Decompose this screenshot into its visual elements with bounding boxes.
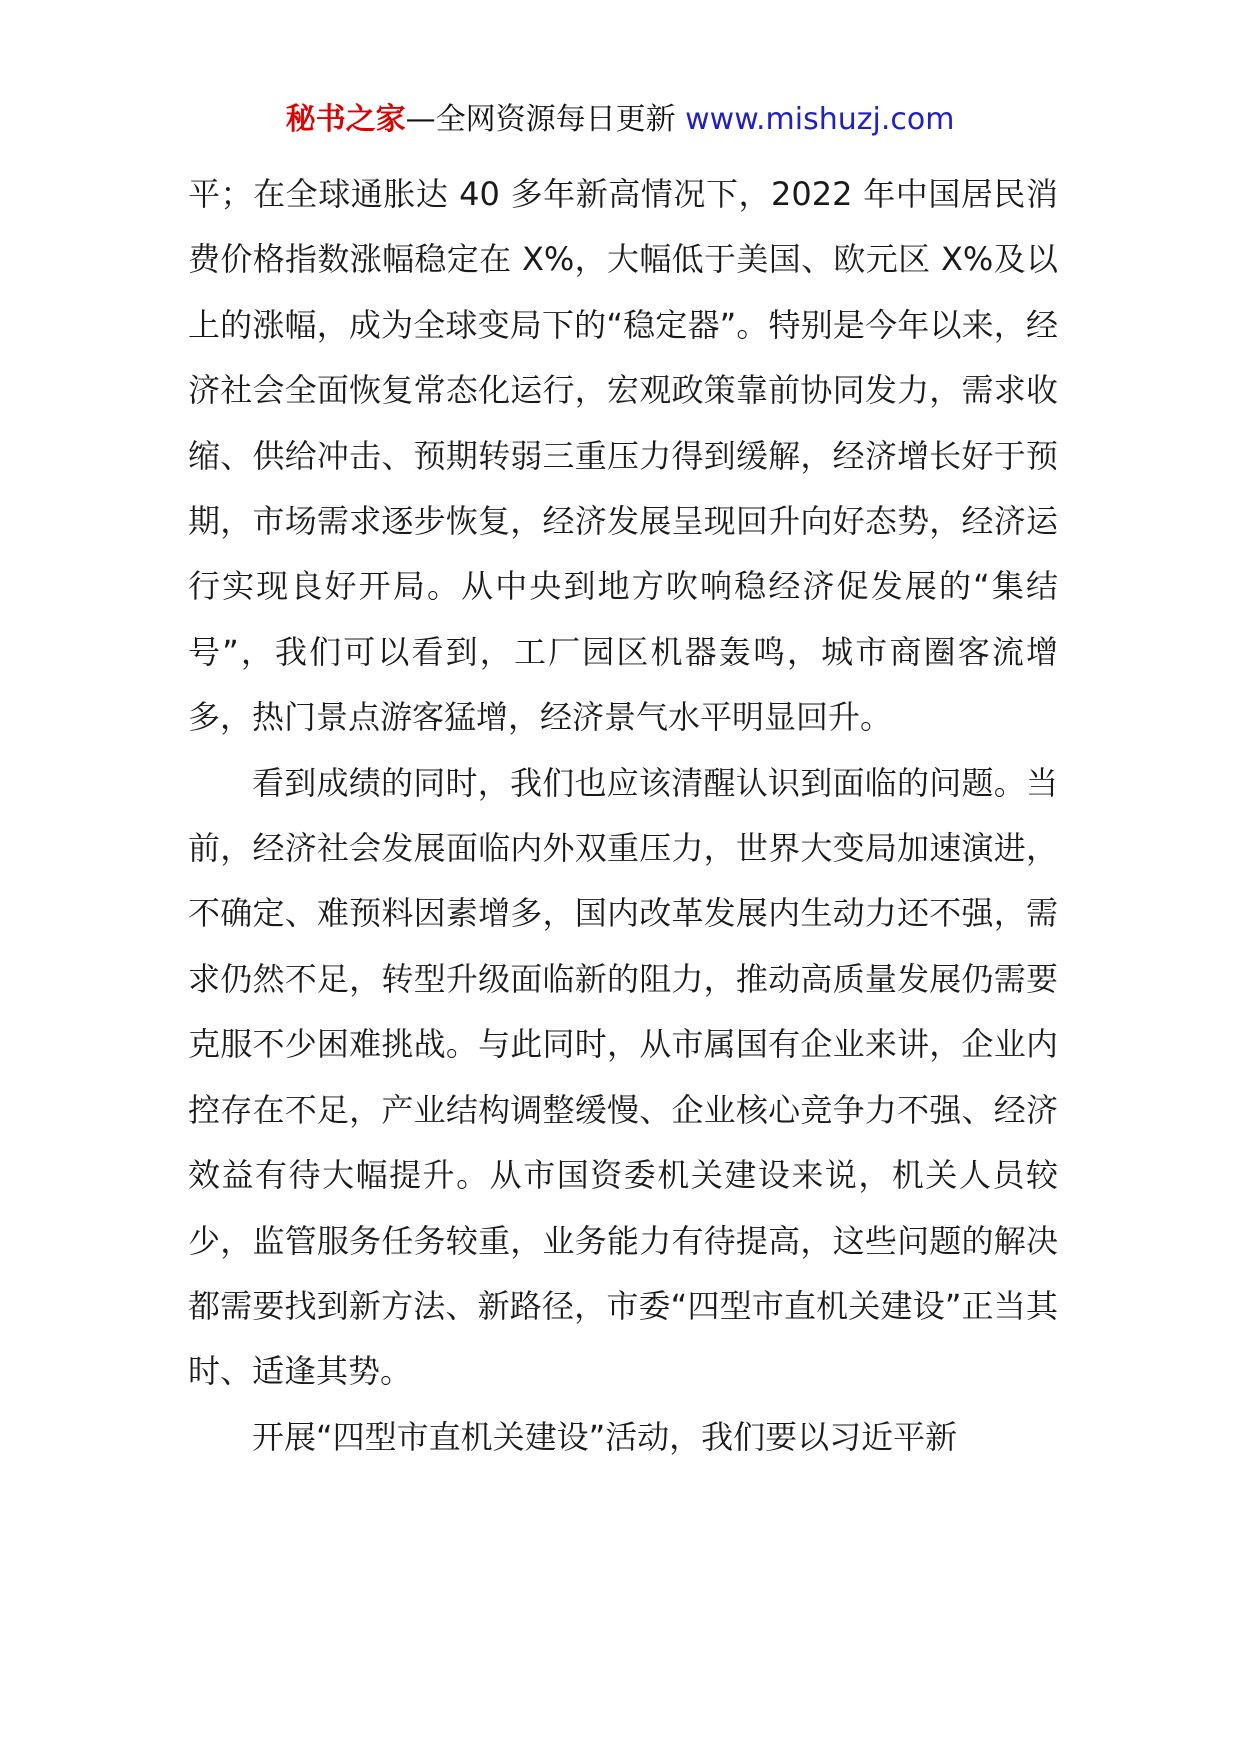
paragraph-activity: 开展“四型市直机关建设”活动，我们要以习近平新 <box>252 1417 958 1456</box>
paragraph-continued: 平；在全球通胀达 40 多年新高情况下，2022 年中国居民消费价格指数涨幅稳定在 X%，大幅低于美国、欧元区 X%及以上的涨幅，成为全球变局下的“稳定器”。特别是今年以来，经济社会全面恢复常态化运行，宏观政策靠前协同发力，需求收缩、供给冲击、预期转弱三重压力得到缓解，经济增长好于预期，市场需求逐步恢复，经济发展呈现回升向好态势，经济运行实现良好开局。从中央到地方吹响稳经济促发展的“集结号”，我们可以看到，工厂园区机器轰鸣，城市商圈客流增多，热门景点游客猛增，经济景气水平明显回升。 <box>188 175 1058 737</box>
header-tagline: —全网资源每日更新 <box>405 102 676 137</box>
brand-name: 秘书之家 <box>285 102 406 137</box>
site-url-link[interactable]: www.mishuzj.com <box>685 102 955 137</box>
site-header <box>0 98 1240 142</box>
document-body <box>188 162 1058 1470</box>
paragraph-problems: 看到成绩的同时，我们也应该清醒认识到面临的问题。当前，经济社会发展面临内外双重压力，世界大变局加速演进，不确定、难预料因素增多，国内改革发展内生动力还不强，需求仍然不足，转型升级面临新的阻力，推动高质量发展仍需要克服不少困难挑战。与此同时，从市属国有企业来讲，企业内控存在不足，产业结构调整缓慢、企业核心竞争力不强、经济效益有待大幅提升。从市国资委机关建设来说，机关人员较少，监管服务任务较重，业务能力有待提高，这些问题的解决都需要找到新方法、新路径，市委“四型市直机关建设”正当其时、适逢其势。 <box>188 763 1058 1391</box>
